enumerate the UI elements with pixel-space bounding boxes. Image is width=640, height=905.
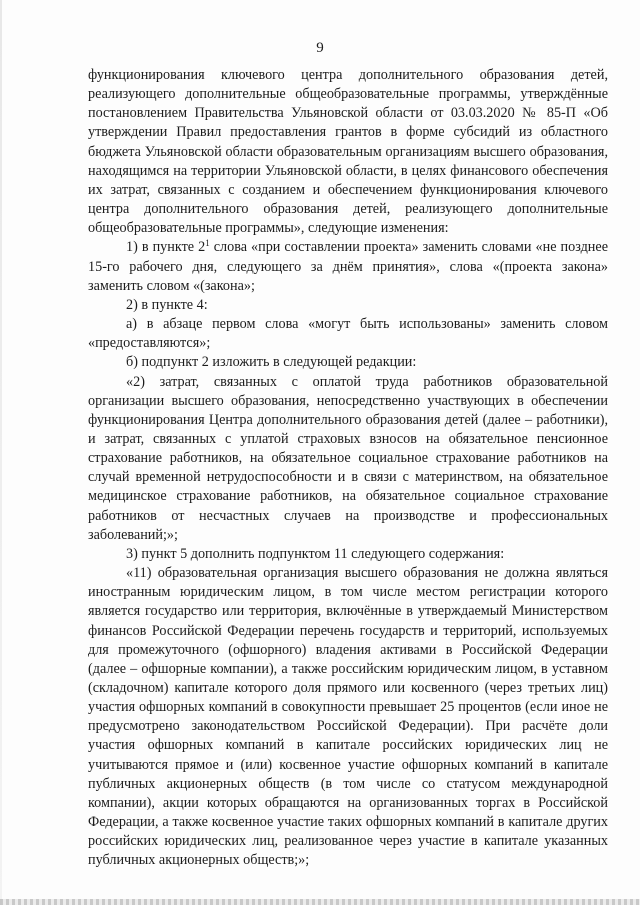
paragraph-item-2: 2) в пункте 4: [126, 296, 208, 313]
page-number: 9 [316, 40, 324, 56]
paragraph-quoted-subpoint-11: «11) образовательная организация высшего образования не должна являться иностранным юридическим лицом, в том числе местом регистрации которого является государство или территория, включённые в утверждаемый Министерством финансов Российской Федерации перечень государств и территорий, используемых для промежуточного (офшорного) владения активами в Российской Федерации (далее – офшорные компании), а также российским юридическим лицом, в уставном (складочном) капитале которого доля прямого или косвенного (через третьих лиц) участия офшорных компаний в совокупности превышает 25 процентов (если иное не предусмотрено законодательством Российской Федерации). При расчёте доли участия офшорных компаний в капитале российских юридических лиц не учитываются прямое и (или) косвенное участие офшорных компаний в капитале публичных акционерных обществ (в том числе со статусом международной компании), акции которых обращаются на организованных торгах в Российской Федерации, а также косвенное участие таких офшорных компаний в капитале других российских юридических лиц, реализованное через участие в капитале указанных публичных акционерных обществ;»; [88, 565, 608, 869]
superscript-number: 1 [205, 238, 210, 249]
paragraph-quoted-subpoint-2: «2) затрат, связанных с оплатой труда работников образовательной организации высшего образования, непосредственно участвующих в обеспечении функционирования Центра дополнительного образования детей (далее – работники), и затрат, связанных с уплатой страховых взносов на обязательное пенсионное страхование работников, на обязательное социальное страхование работников на случай временной нетрудоспособности и в связи с материнством, на обязательное медицинское страхование работников, на обязательное социальное страхование работников от несчастных случаев на производстве и профессиональных заболеваний;»; [88, 373, 608, 543]
paragraph-item-1 [88, 238, 608, 295]
item-1-text-before: 1) в пункте 2 [126, 239, 206, 256]
paragraph-subitem-b: б) подпункт 2 изложить в следующей редакции: [126, 354, 417, 371]
scan-bottom-strip [0, 899, 640, 905]
paragraph-continuation: функционирования ключевого центра дополнительного образования детей, реализующего дополнительные общеобразовательные программы, утверждённые постановлением Правительства Ульяновской области от 03.03.2020 № 85-П «Об утверждении Правил предоставления грантов в форме субсидий из областного бюджета Ульяновской области образовательным организациям высшего образования, находящимся на территории Ульяновской области, в целях финансового обеспечения их затрат, связанных с созданием и обеспечением функционирования ключевого центра дополнительного образования детей, реализующего дополнительные общеобразовательные программы», следующие изменения: [88, 67, 608, 237]
document-body [88, 66, 608, 871]
paragraph-subitem-a: а) в абзаце первом слова «могут быть использованы» заменить словом «предоставляются»; [88, 316, 608, 352]
scan-left-edge [0, 0, 2, 905]
item-1-text-after: слова «при составлении проекта» заменить словами «не позднее 15-го рабочего дня, следующего за днём принятия», слова «(проекта закона» заменить словом «(закона»; [88, 239, 608, 294]
paragraph-item-3: 3) пункт 5 дополнить подпунктом 11 следующего содержания: [126, 545, 505, 562]
